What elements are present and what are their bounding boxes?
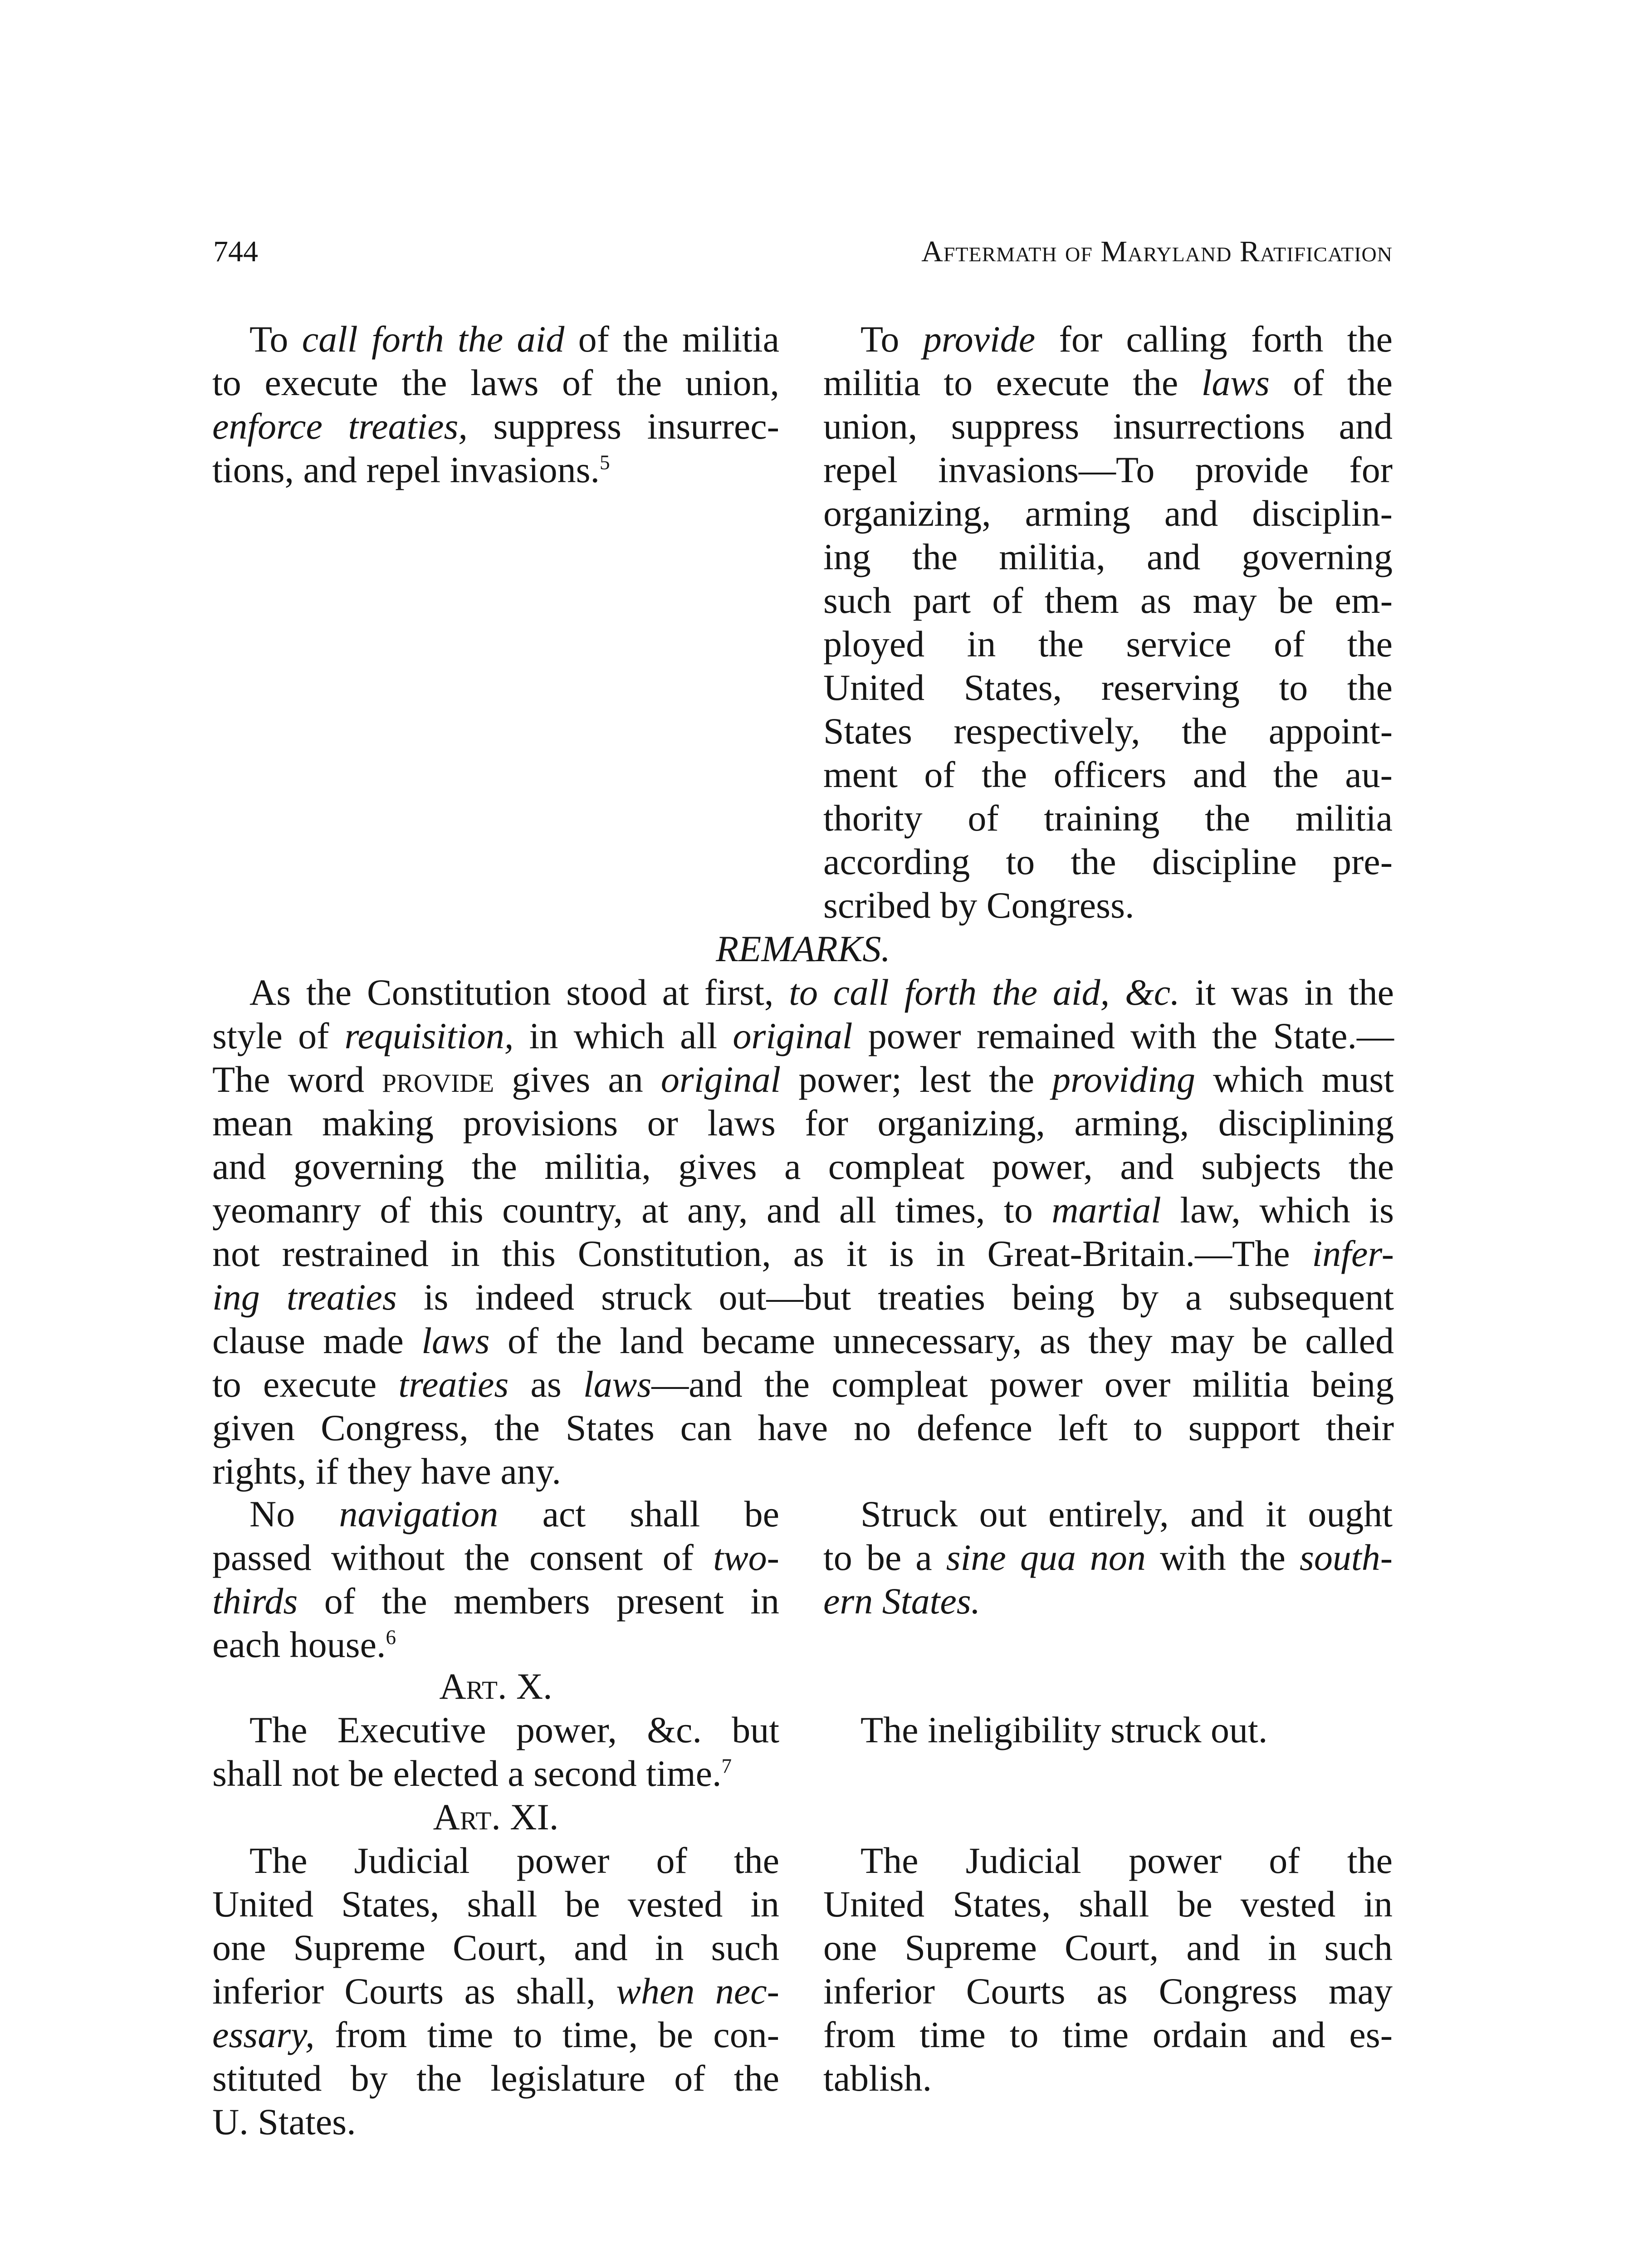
text: to call forth the aid, &c. — [789, 972, 1180, 1013]
remarks-heading — [212, 927, 1394, 971]
text: ployed in the service of the — [823, 623, 1393, 665]
text: of the land became unnecessary, as they may be called — [489, 1320, 1394, 1361]
text: ing the militia, and governing — [823, 536, 1393, 577]
text: United States, shall be vested in — [212, 1883, 779, 1925]
text: suppress insurrec- — [467, 406, 779, 447]
text: rights, if they have any. — [212, 1451, 561, 1492]
text: scribed by Congress. — [823, 885, 1134, 926]
footnote-ref: 6 — [386, 1626, 396, 1649]
text: inferior Courts as Congress may — [823, 1970, 1393, 2012]
text: south- — [1300, 1537, 1393, 1578]
text: requisition, — [344, 1015, 514, 1056]
text: from time to time, be con- — [314, 2014, 779, 2055]
text: Struck out entirely, and it ought — [861, 1493, 1393, 1535]
text: such part of them as may be em- — [823, 580, 1393, 621]
text: which must — [1195, 1059, 1394, 1100]
text: of the members present in — [298, 1580, 779, 1622]
text: enforce treaties, — [212, 406, 468, 447]
text: —and the compleat power over militia being — [651, 1364, 1394, 1405]
text: To — [249, 318, 302, 360]
text: to be a — [823, 1537, 946, 1578]
remarks-paragraph — [212, 971, 1394, 1493]
text: style of — [212, 1015, 345, 1056]
text: martial — [1051, 1189, 1161, 1231]
text: tions, and repel invasions. — [212, 449, 600, 490]
text: yeomanry of this country, at any, and all times, to — [212, 1189, 1052, 1231]
text: as — [508, 1364, 583, 1405]
footnote-ref: 7 — [721, 1755, 732, 1778]
text: Art. X. — [439, 1666, 552, 1707]
text: not restrained in this Constitution, as it is in Great-Britain.—The — [212, 1233, 1312, 1274]
text: inferior Courts as shall, — [212, 1970, 616, 2012]
text: The Judicial power of the — [249, 1840, 779, 1881]
text: sine qua non — [946, 1537, 1146, 1578]
text: militia to execute the — [823, 362, 1202, 403]
text: in which all — [513, 1015, 733, 1056]
text: when nec- — [616, 1970, 779, 2012]
text: thority of training the militia — [823, 797, 1393, 839]
text: power remained with the State.— — [852, 1015, 1394, 1056]
text: States respectively, the appoint- — [823, 710, 1393, 752]
text: treaties — [398, 1364, 509, 1405]
text: ern States. — [823, 1580, 981, 1622]
text: clause made — [212, 1320, 422, 1361]
text: organizing, arming and disciplin- — [823, 493, 1393, 534]
text: United States, reserving to the — [823, 667, 1393, 708]
text: with the — [1145, 1537, 1300, 1578]
text: one Supreme Court, and in such — [212, 1927, 779, 1968]
text: laws — [583, 1364, 652, 1405]
text: providing — [1052, 1059, 1195, 1100]
militia-clause-revised — [823, 318, 1393, 927]
art-xi-original — [212, 1839, 779, 2144]
text: union, suppress insurrections and — [823, 406, 1393, 447]
text: The Judicial power of the — [861, 1840, 1393, 1881]
text: power; lest the — [781, 1059, 1052, 1100]
art-x-revised — [823, 1708, 1393, 1752]
text: infer- — [1312, 1233, 1394, 1274]
militia-clause-original — [212, 318, 779, 492]
running-header — [213, 227, 1393, 277]
text: repel invasions—To provide for — [823, 449, 1393, 490]
text: from time to time ordain and es- — [823, 2014, 1393, 2055]
text: is indeed struck out—but treaties being by a subsequent — [396, 1276, 1394, 1318]
text: The ineligibility struck out. — [861, 1709, 1268, 1750]
text: Art. XI. — [433, 1796, 559, 1838]
text: two- — [713, 1537, 779, 1578]
text: No — [249, 1493, 339, 1535]
running-title: Aftermath of Maryland Ratification — [921, 235, 1393, 268]
text: stituted by the legislature of the — [212, 2058, 779, 2099]
text: mean making provisions or laws for organizing, arming, disciplining — [212, 1102, 1394, 1144]
footnote-ref: 5 — [600, 451, 610, 474]
text: and governing the militia, gives a compleat power, and subjects the — [212, 1146, 1394, 1187]
art-x-original — [212, 1708, 779, 1795]
text: original — [733, 1015, 853, 1056]
text: gives an — [494, 1059, 661, 1100]
text: thirds — [212, 1580, 298, 1622]
text: to execute the laws of the union, — [212, 362, 779, 403]
text: to execute — [212, 1364, 399, 1405]
text: U. States. — [212, 2101, 356, 2142]
text: The word — [212, 1059, 382, 1100]
text: original — [660, 1059, 781, 1100]
navigation-clause-original — [212, 1492, 779, 1667]
text: laws — [1201, 362, 1270, 403]
text: provide — [382, 1059, 494, 1100]
art-xi-heading — [212, 1795, 779, 1839]
text: shall not be elected a second time. — [212, 1753, 722, 1794]
text: laws — [421, 1320, 490, 1361]
text: of the — [1269, 362, 1393, 403]
text: United States, shall be vested in — [823, 1883, 1393, 1925]
navigation-clause-revised — [823, 1492, 1393, 1623]
text: law, which is — [1161, 1189, 1394, 1231]
text: navigation — [339, 1493, 499, 1535]
text: The Executive power, &c. but — [249, 1709, 779, 1750]
text: essary, — [212, 2014, 315, 2055]
text: given Congress, the States can have no defence left to support their — [212, 1407, 1394, 1448]
text: one Supreme Court, and in such — [823, 1927, 1393, 1968]
text: REMARKS. — [716, 928, 890, 969]
text: provide — [923, 318, 1036, 360]
text: according to the discipline pre- — [823, 841, 1393, 882]
text: passed without the consent of — [212, 1537, 714, 1578]
text: ing treaties — [212, 1276, 397, 1318]
text: call forth the aid — [302, 318, 565, 360]
text: for calling forth the — [1035, 318, 1393, 360]
text: each house. — [212, 1624, 386, 1665]
art-x-heading — [212, 1665, 779, 1708]
text: it was in the — [1179, 972, 1394, 1013]
text: tablish. — [823, 2058, 932, 2099]
art-xi-revised — [823, 1839, 1393, 2100]
text: act shall be — [498, 1493, 779, 1535]
text: To — [861, 318, 923, 360]
text: of the militia — [564, 318, 779, 360]
page-number: 744 — [213, 235, 258, 268]
text: As the Constitution stood at first, — [249, 972, 789, 1013]
text: ment of the officers and the au- — [823, 754, 1393, 795]
